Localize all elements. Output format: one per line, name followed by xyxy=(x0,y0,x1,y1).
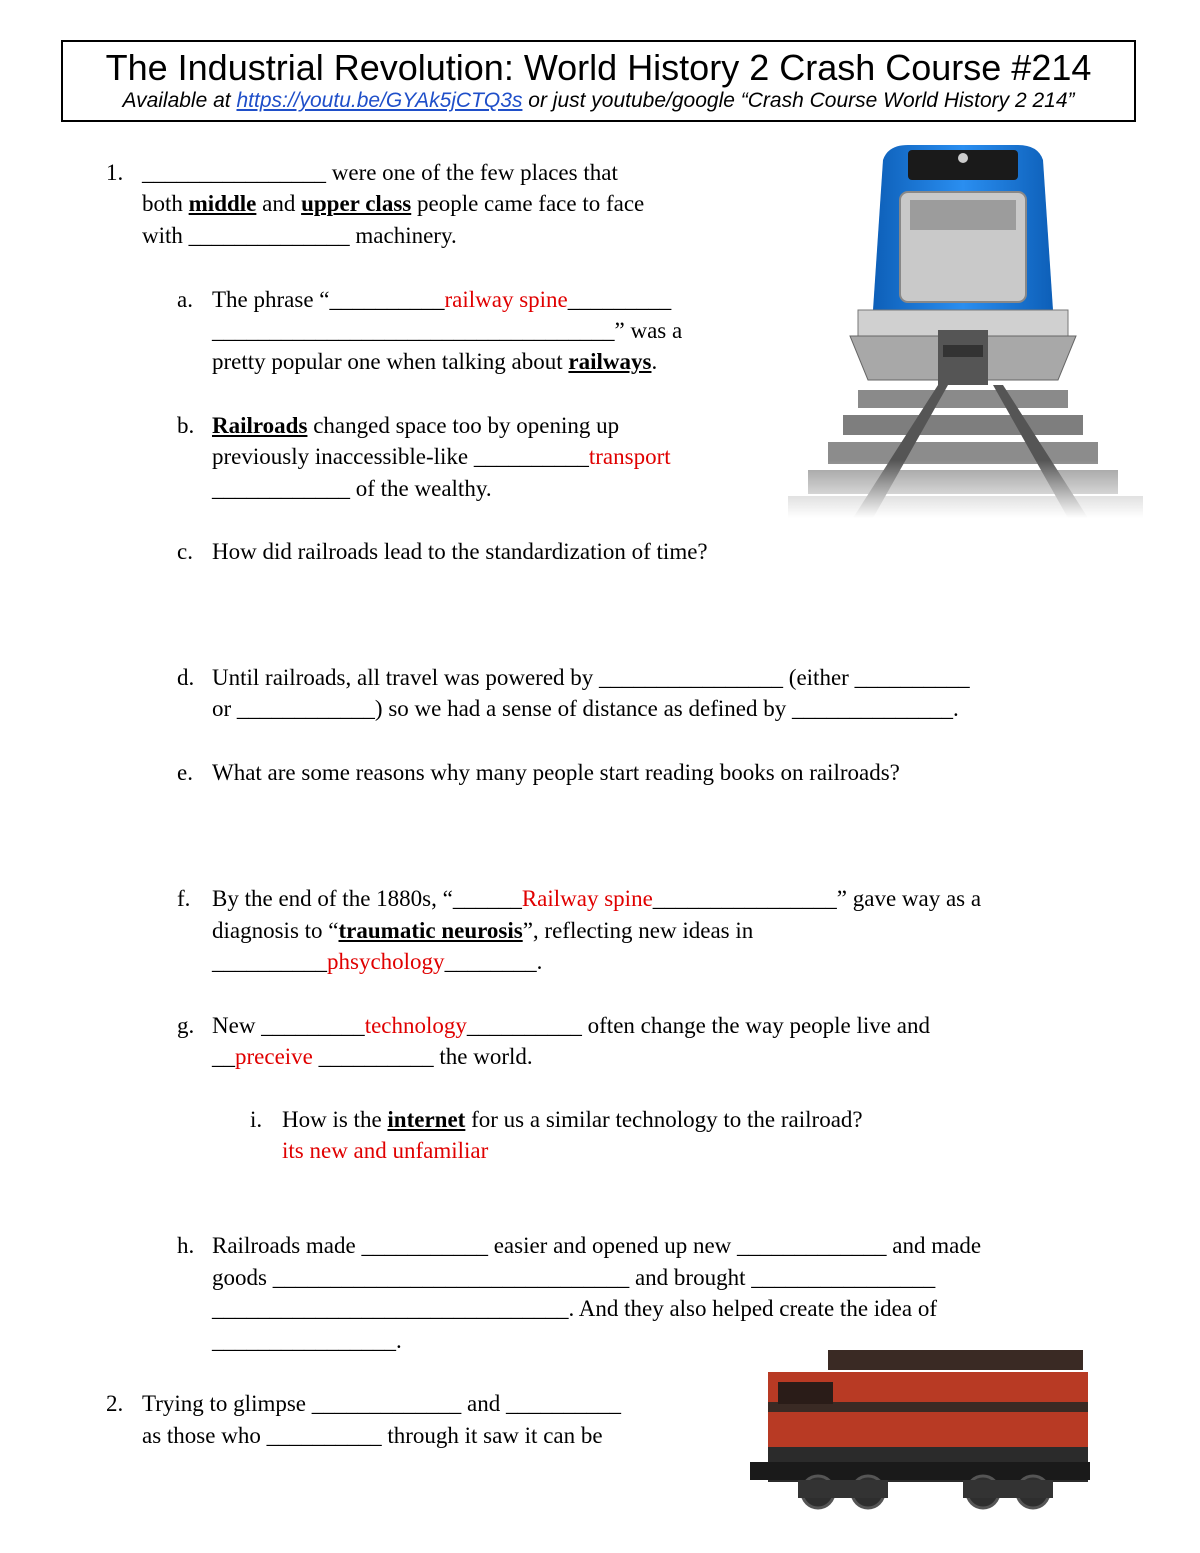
question-a-line: The phrase “__________railway spine_________ xyxy=(212,287,672,312)
question-b-line: ____________ of the wealthy. xyxy=(212,476,492,501)
question-e-letter: e. xyxy=(177,760,193,785)
answer-text: its new and unfamiliar xyxy=(282,1138,489,1163)
availability-line: Available at https://youtu.be/GYAk5jCTQ3s or just youtube/google “Crash Course World History 2 214” xyxy=(122,89,1075,112)
question-a-line: ___________________________________” was a xyxy=(212,318,683,343)
question-g-line: __preceive __________ the world. xyxy=(212,1044,533,1069)
question-b-line: previously inaccessible-like __________transport xyxy=(212,444,671,469)
question-a-letter: a. xyxy=(177,287,193,312)
question-i-line: How is the internet for us a similar technology to the railroad? xyxy=(282,1107,863,1132)
answer-text: phsychology xyxy=(327,949,445,974)
question-2-number: 2. xyxy=(106,1391,124,1416)
blue-locomotive-image xyxy=(788,140,1143,518)
question-f-line: diagnosis to “traumatic neurosis”, reflecting new ideas in xyxy=(212,918,754,943)
question-1-line: with ______________ machinery. xyxy=(142,223,457,248)
question-1-line: both middle and upper class people came face to face xyxy=(142,191,645,216)
question-2-line: Trying to glimpse _____________ and __________ xyxy=(142,1391,621,1416)
question-h-line: goods _______________________________ and brought ________________ xyxy=(212,1265,936,1290)
question-h-line: _______________________________. And they also helped create the idea of xyxy=(212,1296,937,1321)
question-d-line: Until railroads, all travel was powered by ________________ (either __________ xyxy=(212,665,970,690)
question-c-letter: c. xyxy=(177,539,193,564)
question-f-letter: f. xyxy=(177,886,191,911)
question-g-line: New _________technology__________ often change the way people live and xyxy=(212,1013,930,1038)
question-f-line: __________phsychology________. xyxy=(212,949,543,974)
question-1-number: 1. xyxy=(106,160,124,185)
answer-text: railway spine xyxy=(444,287,568,312)
question-1-line: ________________ were one of the few places that xyxy=(142,160,618,185)
question-h-line: Railroads made ___________ easier and opened up new _____________ and made xyxy=(212,1233,982,1258)
answer-text: preceive xyxy=(235,1044,313,1069)
question-g-letter: g. xyxy=(177,1013,195,1038)
question-e-line: What are some reasons why many people start reading books on railroads? xyxy=(212,760,900,785)
question-i-letter: i. xyxy=(250,1107,263,1132)
question-d-letter: d. xyxy=(177,665,195,690)
question-b-letter: b. xyxy=(177,413,195,438)
question-2-line: as those who __________ through it saw it can be xyxy=(142,1423,603,1448)
question-a-line: pretty popular one when talking about railways. xyxy=(212,349,658,374)
question-h-letter: h. xyxy=(177,1233,195,1258)
question-h-line: ________________. xyxy=(212,1328,402,1353)
video-link[interactable]: https://youtu.be/GYAk5jCTQ3s xyxy=(236,89,523,112)
worksheet-header xyxy=(61,40,1136,122)
worksheet-title: The Industrial Revolution: World History 2 Crash Course #214 xyxy=(105,47,1092,88)
question-b-line: Railroads changed space too by opening up xyxy=(212,413,620,438)
answer-text: transport xyxy=(588,444,671,469)
red-locomotive-image xyxy=(738,1342,1100,1532)
answer-text: technology xyxy=(364,1013,467,1038)
question-c-line: How did railroads lead to the standardization of time? xyxy=(212,539,708,564)
answer-text: Railway spine xyxy=(521,886,653,911)
question-d-line: or ____________) so we had a sense of distance as defined by ______________. xyxy=(212,696,959,721)
question-f-line: By the end of the 1880s, “______Railway spine________________” gave way as a xyxy=(212,886,982,911)
